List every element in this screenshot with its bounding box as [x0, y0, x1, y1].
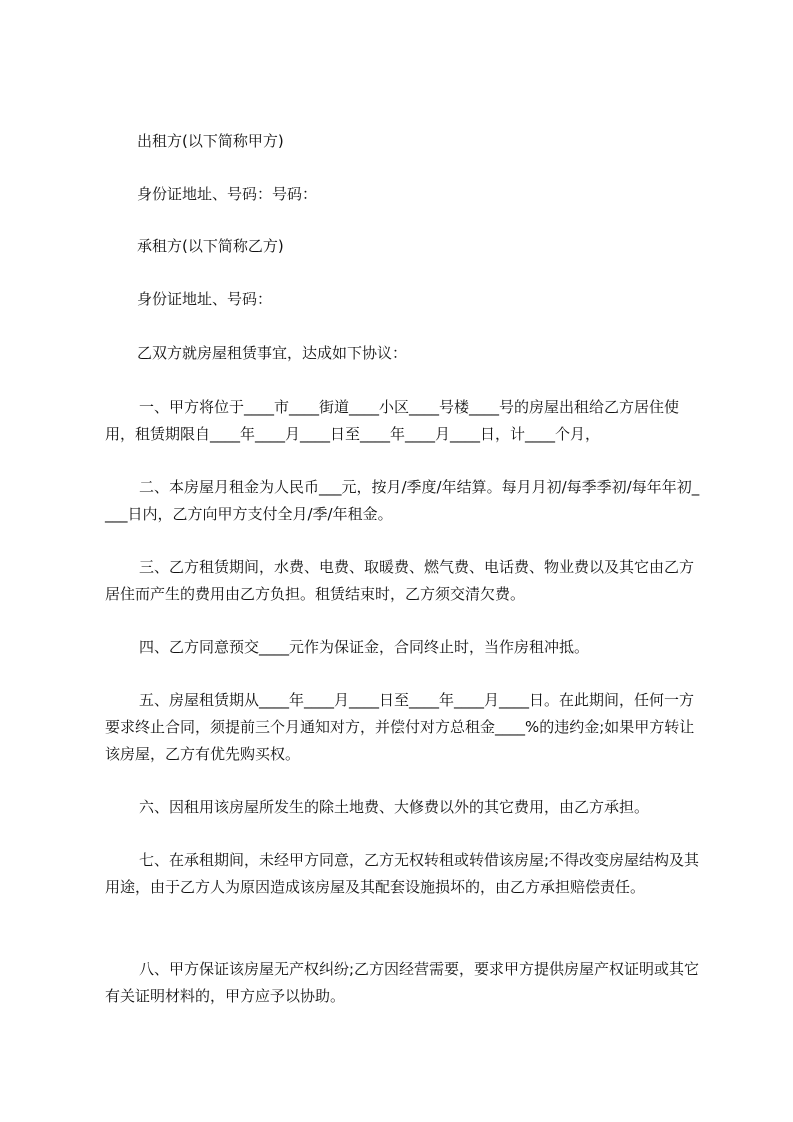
clause-3: 三、乙方租赁期间，水费、电费、取暖费、燃气费、电话费、物业费以及其它由乙方居住而产生的费用由乙方负担。租赁结束时，乙方须交清欠费。 [105, 558, 695, 603]
clause-4: 四、乙方同意预交____元作为保证金，合同终止时，当作房租冲抵。 [139, 638, 590, 656]
lessee-id-line: 身份证地址、号码： [137, 290, 273, 308]
lessee-line: 承租方(以下简称乙方) [137, 237, 284, 255]
intro-line: 乙双方就房屋租赁事宜，达成如下协议： [137, 344, 408, 362]
clause-8: 八、甲方保证该房屋无产权纠纷;乙方因经营需要，要求甲方提供房屋产权证明或其它有关证明材料的，甲方应予以协助。 [105, 960, 700, 1005]
clause-7: 七、在承租期间，未经甲方同意，乙方无权转租或转借该房屋;不得改变房屋结构及其用途，由于乙方人为原因造成该房屋及其配套设施损坏的，由乙方承担赔偿责任。 [105, 851, 700, 896]
lessor-line: 出租方(以下简称甲方) [137, 132, 284, 150]
clause-2: 二、本房屋月租金为人民币___元，按月/季度/年结算。每月月初/每季季初/每年年初____日内，乙方向甲方支付全月/季/年租金。 [105, 478, 700, 523]
clause-1: 一、甲方将位于____市____街道____小区____号楼____号的房屋出租给乙方居住使用，租赁期限自____年____月____日至____年____月____日，计____个月， [105, 398, 680, 443]
clause-6: 六、因租用该房屋所发生的除土地费、大修费以外的其它费用，由乙方承担。 [139, 798, 650, 816]
lessor-id-line: 身份证地址、号码：号码： [137, 185, 318, 203]
clause-5: 五、房屋租赁期从____年____月____日至____年____月____日。在此期间，任何一方要求终止合同，须提前三个月通知对方，并偿付对方总租金____%的违约金;如果甲方转让该房屋，乙方有优先购买权。 [105, 691, 695, 763]
